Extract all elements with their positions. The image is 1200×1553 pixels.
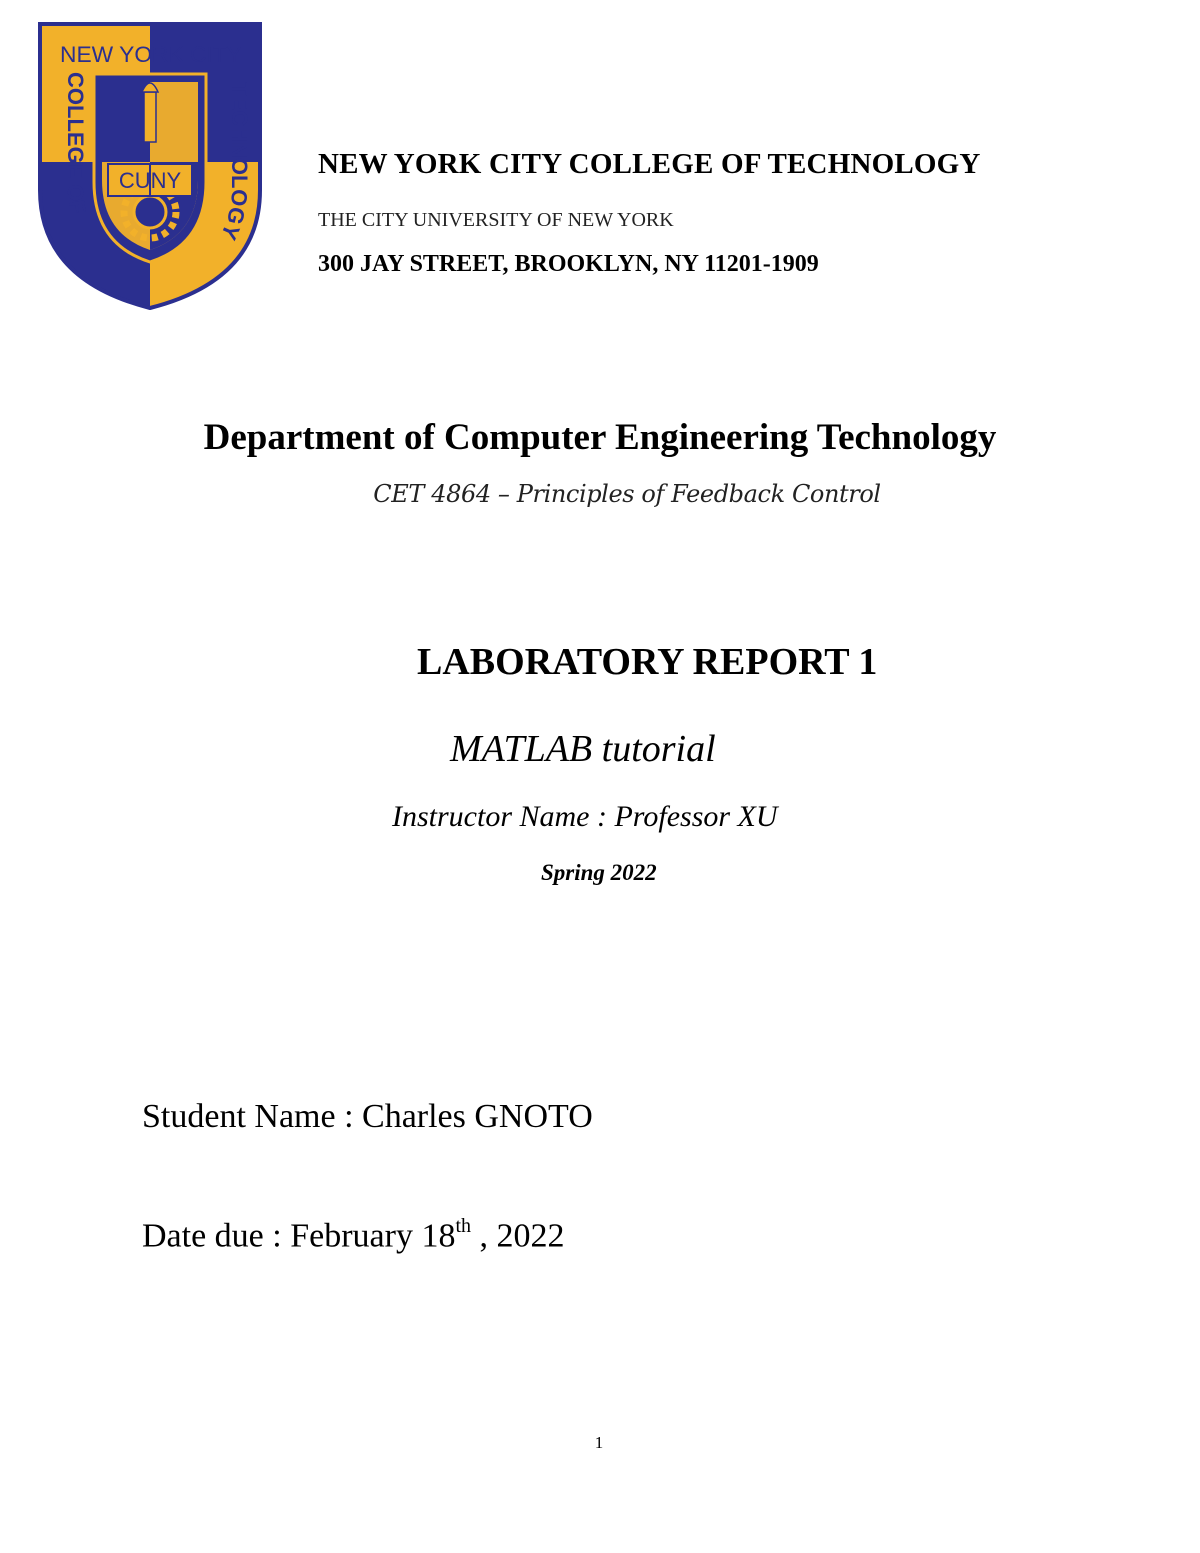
term: Spring 2022 — [541, 860, 657, 885]
due-date — [142, 1217, 565, 1255]
page-number: 1 — [594, 1433, 604, 1452]
college-seal-logo — [38, 22, 262, 310]
due-date-ordinal: th — [455, 1215, 472, 1237]
university-name: THE CITY UNIVERSITY OF NEW YORK — [318, 209, 674, 231]
report-topic: MATLAB tutorial — [450, 728, 716, 770]
course-title: CET 4864 – Principles of Feedback Control — [373, 480, 881, 508]
due-date-prefix: Date due : February 18 — [142, 1217, 456, 1255]
institution-address: 300 JAY STREET, BROOKLYN, NY 11201-1909 — [318, 251, 819, 277]
department-title: Department of Computer Engineering Technology — [203, 417, 997, 458]
svg-text:CUNY: CUNY — [118, 168, 182, 193]
due-date-year: , 2022 — [471, 1217, 565, 1255]
institution-name: NEW YORK CITY COLLEGE OF TECHNOLOGY — [318, 148, 981, 180]
student-name: Student Name : Charles GNOTO — [142, 1098, 593, 1135]
svg-text:TECHNOLOGY: TECHNOLOGY — [215, 82, 253, 244]
svg-text:NEW YORK CITY: NEW YORK CITY — [60, 42, 243, 67]
svg-text:COLLEGE OF: COLLEGE OF — [62, 72, 91, 216]
college-seal-icon — [38, 22, 262, 310]
report-title: LABORATORY REPORT 1 — [417, 641, 878, 683]
instructor-name: Instructor Name : Professor XU — [392, 800, 778, 833]
